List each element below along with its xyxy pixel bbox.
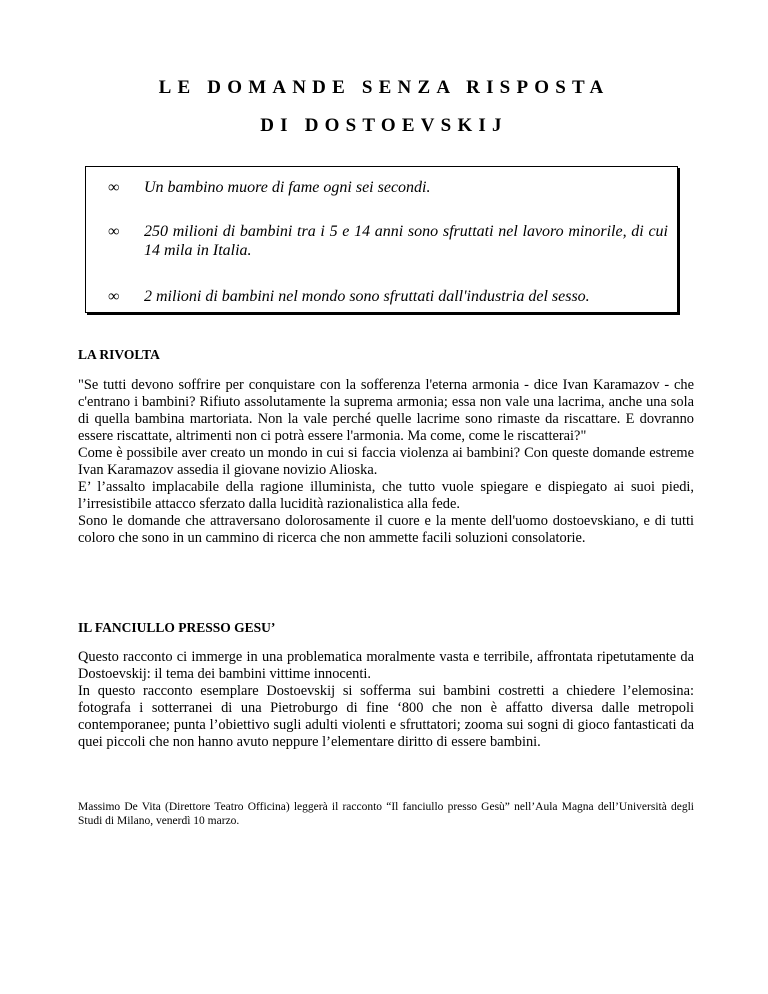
- infinity-bullet-icon: ∞: [108, 288, 120, 305]
- bullet-text: 2 milioni di bambini nel mondo sono sfruttati dall'industria del sesso.: [144, 288, 590, 305]
- paragraph: E’ l’assalto implacabile della ragione illuminista, che tutto vuole spiegare e dispiegato ai suoi piedi, l’irresistibile attacco sferzato dalla lucidità razionalistica alla fede.: [78, 479, 694, 512]
- bullet-item: [108, 178, 668, 197]
- infinity-bullet-icon: ∞: [108, 179, 120, 196]
- bullet-item: [108, 287, 668, 306]
- bullet-text: Un bambino muore di fame ogni sei secondi.: [144, 179, 431, 196]
- section-body-fanciullo: [78, 649, 694, 751]
- bullet-item: [108, 222, 668, 260]
- bullet-text: 250 milioni di bambini tra i 5 e 14 anni sono sfruttati nel lavoro minorile, di cui 14 mila in Italia.: [144, 223, 668, 259]
- infinity-bullet-icon: ∞: [108, 223, 120, 240]
- section-heading-rivolta: LA RIVOLTA: [78, 347, 160, 362]
- section-heading-fanciullo: IL FANCIULLO PRESSO GESU’: [78, 620, 276, 635]
- document-title: LE DOMANDE SENZA RISPOSTA: [158, 77, 610, 98]
- paragraph: Sono le domande che attraversano dolorosamente il cuore e la mente dell'uomo dostoevskiano, e di tutti coloro che sono in un cammino di ricerca che non ammette facili soluzioni consolatorie.: [78, 513, 694, 546]
- section-body-rivolta: [78, 377, 694, 547]
- paragraph: In questo racconto esemplare Dostoevskij si sofferma sui bambini costretti a chiedere l’elemosina: fotografa i sotterranei di una Pietroburgo di fine ‘800 che non è affatto diversa dalle metropoli contemporanee; punta l’obiettivo sugli adulti violenti e sfruttatori; zooma sui sogni di gioco fantasticati da quei piccoli che non hanno avuto neppure l’elementare diritto di essere bambini.: [78, 683, 694, 750]
- statistics-box: [85, 166, 678, 313]
- event-note: Massimo De Vita (Direttore Teatro Officina) leggerà il racconto “Il fanciullo presso Gesù” nell’Aula Magna dell’Università degli Studi di Milano, venerdì 10 marzo.: [78, 801, 694, 827]
- paragraph: Come è possibile aver creato un mondo in cui si faccia violenza ai bambini? Con queste domande estreme Ivan Karamazov assedia il giovane novizio Alioska.: [78, 445, 694, 478]
- paragraph: Questo racconto ci immerge in una problematica moralmente vasta e terribile, affrontata ripetutamente da Dostoevskij: il tema dei bambini vittime innocenti.: [78, 649, 694, 682]
- document-subtitle: DI DOSTOEVSKIJ: [260, 115, 508, 136]
- paragraph: "Se tutti devono soffrire per conquistare con la sofferenza l'eterna armonia - dice Ivan Karamazov - che c'entrano i bambini? Rifiuto assolutamente la suprema armonia; essa non vale una lacrima, anche una sola di quella bambina martoriata. Non la vale perché quelle lacrime sono rimaste da riscattare. E dovranno essere riscattate, altrimenti non ci potrà essere l'armonia. Ma come, come le riscatterai?": [78, 377, 694, 444]
